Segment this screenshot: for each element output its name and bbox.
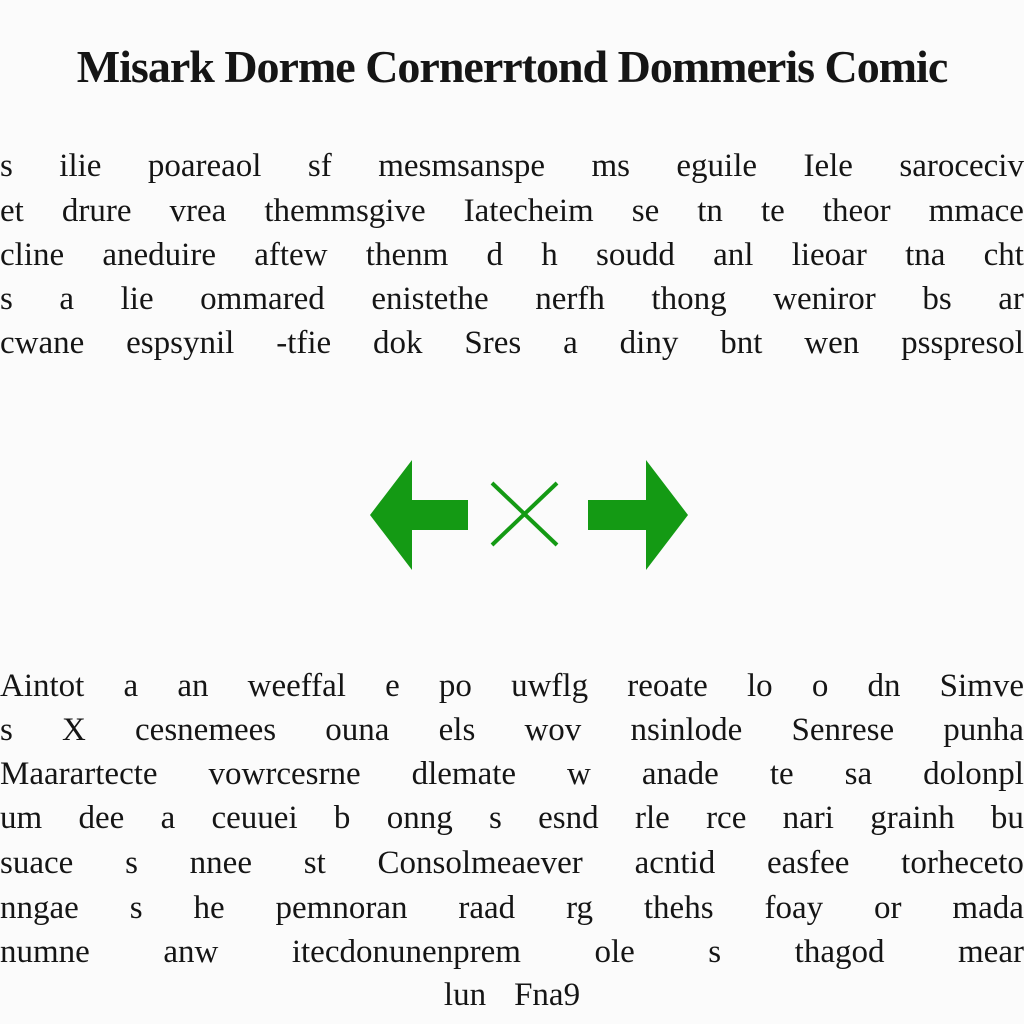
- text-word: se: [631, 193, 660, 229]
- text-word: a: [563, 325, 578, 361]
- text-word: -tfie: [276, 325, 332, 361]
- text-word: ouna: [325, 712, 390, 748]
- text-word: wov: [524, 712, 582, 748]
- text-word: s: [129, 890, 143, 926]
- text-word: suace: [0, 845, 74, 881]
- text-word: X: [62, 712, 86, 748]
- text-word: grainh: [870, 800, 955, 836]
- text-word: aftew: [254, 237, 328, 273]
- footer-line: [0, 977, 1024, 1014]
- text-word: sf: [307, 148, 332, 184]
- text-word: anade: [641, 756, 719, 792]
- text-word: poareaol: [147, 148, 262, 184]
- text-word: bnt: [720, 325, 763, 361]
- footer-word: Fna9: [514, 977, 581, 1013]
- text-word: cwane: [0, 325, 85, 361]
- text-word: an: [177, 668, 209, 704]
- text-word: itecdonunenprem: [291, 934, 521, 970]
- text-word: torheceto: [901, 845, 1024, 881]
- text-word: eguile: [676, 148, 758, 184]
- text-word: dlemate: [411, 756, 517, 792]
- text-line: [0, 890, 1024, 927]
- text-word: cht: [983, 237, 1024, 273]
- text-word: lieoar: [791, 237, 867, 273]
- text-word: psspresol: [901, 325, 1024, 361]
- text-word: thong: [651, 281, 727, 317]
- text-word: b: [333, 800, 351, 836]
- text-word: tna: [905, 237, 946, 273]
- text-word: tn: [697, 193, 723, 229]
- text-word: numne: [0, 934, 90, 970]
- text-word: Simve: [939, 668, 1024, 704]
- text-word: Iatecheim: [463, 193, 594, 229]
- text-word: Sres: [464, 325, 522, 361]
- text-word: Iele: [803, 148, 853, 184]
- text-word: s: [489, 800, 502, 836]
- text-word: easfee: [766, 845, 850, 881]
- text-word: Consolmeaever: [377, 845, 583, 881]
- text-word: mmace: [928, 193, 1024, 229]
- text-word: et: [0, 193, 24, 229]
- text-word: s: [0, 281, 13, 317]
- text-word: acntid: [634, 845, 716, 881]
- text-word: he: [193, 890, 225, 926]
- text-word: e: [385, 668, 400, 704]
- text-word: thehs: [643, 890, 714, 926]
- text-word: thenm: [365, 237, 449, 273]
- text-line: [0, 800, 1024, 837]
- text-word: esnd: [538, 800, 599, 836]
- text-word: bs: [922, 281, 952, 317]
- text-word: reoate: [627, 668, 708, 704]
- text-word: nnee: [189, 845, 252, 881]
- text-line: [0, 325, 1024, 362]
- text-word: st: [303, 845, 326, 881]
- text-word: lie: [120, 281, 154, 317]
- text-word: enistethe: [371, 281, 489, 317]
- arrow-icons-group: [360, 455, 700, 580]
- left-arrow-icon[interactable]: [370, 460, 468, 570]
- text-word: nerfh: [535, 281, 605, 317]
- text-word: ommared: [200, 281, 325, 317]
- text-word: vrea: [169, 193, 227, 229]
- text-word: vowrcesrne: [208, 756, 361, 792]
- text-word: anw: [163, 934, 219, 970]
- text-word: ilie: [59, 148, 102, 184]
- text-word: o: [811, 668, 829, 704]
- text-word: theor: [822, 193, 891, 229]
- text-word: dolonpl: [923, 756, 1024, 792]
- text-word: a: [59, 281, 75, 317]
- text-word: weeffal: [247, 668, 346, 704]
- text-word: a: [123, 668, 139, 704]
- text-word: cesnemees: [135, 712, 277, 748]
- text-word: drure: [61, 193, 132, 229]
- text-word: onng: [386, 800, 453, 836]
- text-word: mear: [958, 934, 1024, 970]
- text-word: foay: [764, 890, 824, 926]
- text-word: soudd: [596, 237, 675, 273]
- text-word: te: [760, 193, 785, 229]
- right-arrow-icon[interactable]: [588, 460, 688, 570]
- text-word: te: [769, 756, 794, 792]
- footer-word: lun: [443, 977, 487, 1013]
- text-line: [0, 281, 1024, 318]
- text-line: [0, 934, 1024, 971]
- text-word: nari: [782, 800, 834, 836]
- text-word: aneduire: [102, 237, 216, 273]
- text-word: dee: [78, 800, 125, 836]
- text-word: ole: [594, 934, 635, 970]
- text-word: rce: [706, 800, 747, 836]
- text-word: nsinlode: [630, 712, 743, 748]
- text-word: dn: [867, 668, 901, 704]
- text-line: [0, 148, 1024, 185]
- text-word: Aintot: [0, 668, 85, 704]
- text-word: saroceciv: [899, 148, 1024, 184]
- text-line: [0, 845, 1024, 882]
- text-line: [0, 712, 1024, 749]
- text-word: h: [541, 237, 558, 273]
- text-word: ar: [998, 281, 1024, 317]
- text-word: s: [708, 934, 722, 970]
- text-word: um: [0, 800, 43, 836]
- text-line: [0, 756, 1024, 793]
- text-word: rg: [566, 890, 593, 926]
- text-word: po: [438, 668, 472, 704]
- text-word: s: [0, 712, 13, 748]
- text-word: pemnoran: [275, 890, 408, 926]
- text-word: ms: [591, 148, 630, 184]
- text-word: d: [486, 237, 504, 273]
- text-word: lo: [747, 668, 773, 704]
- text-word: nngae: [0, 890, 79, 926]
- text-word: anl: [713, 237, 754, 273]
- text-word: ceuuei: [211, 800, 298, 836]
- text-word: bu: [990, 800, 1024, 836]
- text-word: s: [0, 148, 13, 184]
- text-word: wen: [804, 325, 860, 361]
- text-word: or: [874, 890, 902, 926]
- text-line: [0, 193, 1024, 230]
- text-word: Senrese: [791, 712, 895, 748]
- document-title: Misark Dorme Cornerrtond Dommeris Comic: [76, 41, 948, 92]
- close-x-icon[interactable]: [492, 483, 557, 545]
- text-word: weniror: [773, 281, 876, 317]
- text-word: dok: [373, 325, 423, 361]
- text-word: a: [160, 800, 176, 836]
- text-word: punha: [943, 712, 1024, 748]
- text-word: rle: [634, 800, 670, 836]
- text-word: s: [125, 845, 138, 881]
- text-word: mesmsanspe: [378, 148, 546, 184]
- text-word: diny: [619, 325, 679, 361]
- text-line: [0, 237, 1024, 274]
- text-word: raad: [458, 890, 516, 926]
- text-word: uwflg: [511, 668, 589, 704]
- text-line: [0, 668, 1024, 705]
- text-word: mada: [952, 890, 1024, 926]
- text-word: Maarartecte: [0, 756, 158, 792]
- text-word: themmsgive: [264, 193, 426, 229]
- text-word: w: [567, 756, 591, 792]
- text-word: thagod: [794, 934, 885, 970]
- text-word: els: [438, 712, 476, 748]
- text-word: sa: [844, 756, 873, 792]
- text-word: espsynil: [126, 325, 235, 361]
- text-word: cline: [0, 237, 65, 273]
